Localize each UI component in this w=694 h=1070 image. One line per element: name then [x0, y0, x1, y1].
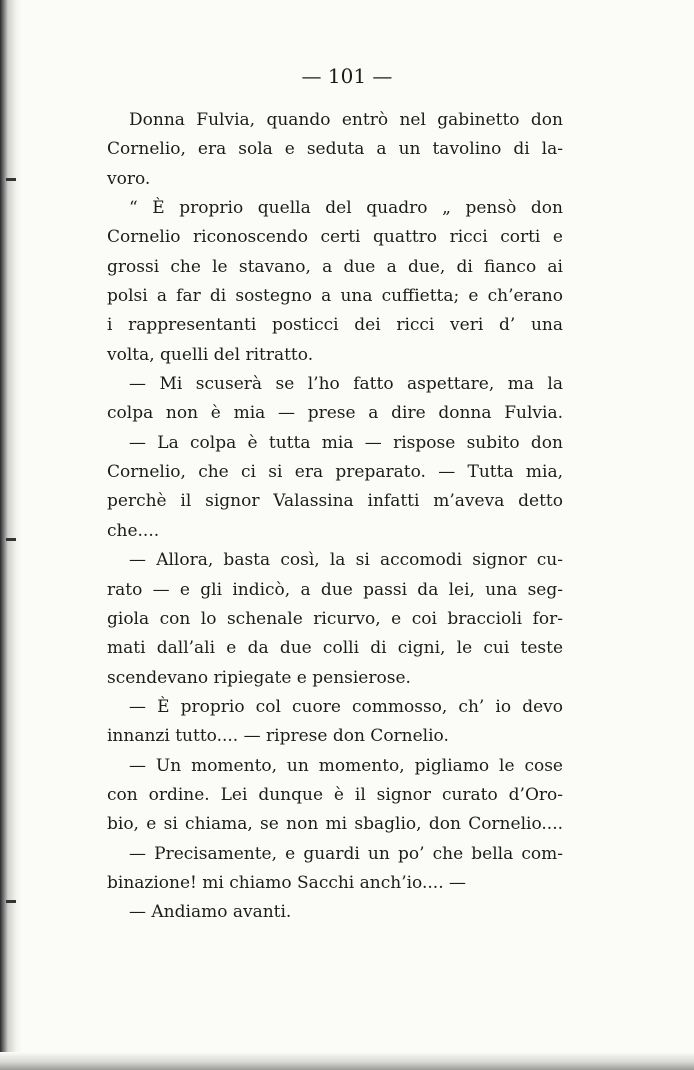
text-line: — Precisamente, e guardi un po’ che bella com-	[129, 843, 563, 864]
binding-mark	[6, 900, 16, 903]
book-spine-shadow	[0, 0, 22, 1070]
text-line: — La colpa è tutta mia — rispose subito don	[129, 432, 563, 453]
text-line: bio, e si chiama, se non mi sbaglio, don Cornelio....	[107, 814, 563, 835]
text-line: i rappresentanti posticci dei ricci veri d’ una	[107, 315, 563, 336]
page-bottom-edge	[0, 1052, 694, 1070]
text-line: “ È proprio quella del quadro „ pensò don	[129, 198, 563, 219]
text-line: scendevano ripiegate e pensierose.	[107, 667, 411, 688]
page-number: — 101 —	[301, 64, 393, 88]
text-line: — Mi scuserà se l’ho fatto aspettare, ma la	[129, 374, 563, 395]
text-line: binazione! mi chiamo Sacchi anch’io.... —	[107, 872, 467, 893]
text-line: — Un momento, un momento, pigliamo le cose	[129, 755, 563, 776]
binding-mark	[6, 538, 16, 541]
text-line: Cornelio, che ci si era preparato. — Tutta mia,	[107, 462, 563, 483]
text-line: mati dall’ali e da due colli di cigni, le cui teste	[107, 638, 563, 659]
text-line: rato — e gli indicò, a due passi da lei, una seg-	[107, 579, 563, 600]
body-text	[107, 106, 563, 928]
text-line: innanzi tutto.... — riprese don Cornelio.	[107, 726, 449, 747]
text-line: Donna Fulvia, quando entrò nel gabinetto don	[129, 110, 563, 130]
text-line: perchè il signor Valassina infatti m’aveva detto	[107, 491, 563, 512]
text-line: Cornelio riconoscendo certi quattro ricci corti e	[107, 227, 563, 248]
text-line: — Andiamo avanti.	[129, 902, 292, 923]
text-line: giola con lo schenale ricurvo, e coi braccioli for-	[107, 608, 563, 629]
text-line: Cornelio, era sola e seduta a un tavolino di la-	[107, 139, 563, 160]
binding-mark	[6, 178, 16, 181]
text-line: polsi a far di sostegno a una cuffietta; e ch’erano	[107, 286, 563, 307]
text-line: voro.	[107, 168, 151, 189]
text-line: — È proprio col cuore commosso, ch’ io devo	[129, 696, 563, 717]
text-line: grossi che le stavano, a due a due, di fianco ai	[107, 256, 563, 277]
text-line: con ordine. Lei dunque è il signor curato d’Oro-	[107, 784, 563, 805]
text-line: volta, quelli del ritratto.	[107, 344, 314, 365]
text-line: che....	[107, 520, 160, 541]
text-line: colpa non è mia — prese a dire donna Fulvia.	[107, 403, 563, 424]
text-line: — Allora, basta così, la si accomodi signor cu-	[129, 550, 563, 571]
